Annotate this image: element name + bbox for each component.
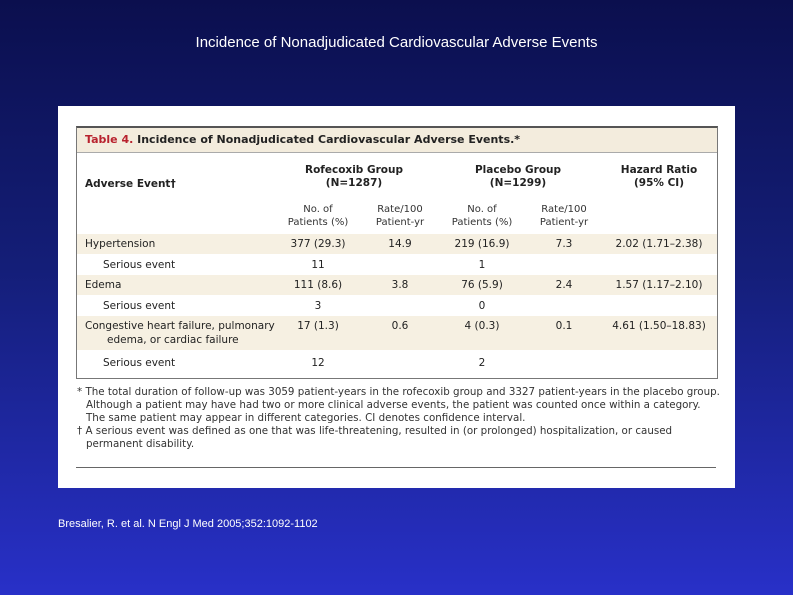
subheader-text: No. of	[467, 204, 497, 215]
cell-event: Edema	[85, 279, 122, 291]
cell-placebo-patients: 219 (16.9)	[454, 238, 510, 250]
footnote-mark: *	[77, 386, 83, 398]
cell-event: Serious event	[103, 299, 176, 312]
adverse-events-table	[76, 126, 718, 379]
cell-event-line1: Congestive heart failure, pulmonary	[85, 320, 275, 332]
cell-rofecoxib-rate: 3.8	[391, 279, 409, 291]
cell-rofecoxib-patients: 11	[311, 258, 325, 271]
table-image-panel	[58, 106, 735, 488]
header-hazard-ratio	[607, 164, 711, 190]
header-rofecoxib-label: Rofecoxib Group	[305, 164, 403, 176]
table-row-congestive-heart-failure	[77, 316, 717, 350]
table-row-serious-event	[77, 295, 717, 316]
cell-rofecoxib-patients: 12	[311, 357, 325, 369]
header-rofecoxib-group	[273, 164, 435, 190]
header-rofecoxib-n: (N=1287)	[325, 177, 383, 189]
subheader-text: Patients (%)	[451, 217, 513, 228]
footnote	[76, 425, 720, 451]
subheader-placebo-patients	[437, 203, 527, 229]
cell-placebo-rate: 7.3	[555, 238, 573, 250]
cell-event: Serious event	[103, 357, 176, 369]
citation: Bresalier, R. et al. N Engl J Med 2005;352:1092-1102	[58, 518, 318, 530]
subheader-rofecoxib-patients	[273, 203, 363, 229]
header-adverse-event: Adverse Event†	[85, 178, 176, 190]
cell-placebo-patients: 4 (0.3)	[464, 320, 500, 332]
subheader-rofecoxib-rate	[365, 203, 435, 229]
cell-event: Serious event	[103, 258, 176, 271]
footnote-text: The total duration of follow-up was 3059 patient-years in the rofecoxib group and 3327 patient-years in the placebo group. Although a patient may have had two or more clinical adverse events, the patient was counted once within a category. The same patient may appear in different categories. CI denotes confidence interval.	[85, 386, 720, 424]
table-caption	[77, 128, 717, 153]
cell-rofecoxib-rate: 0.6	[391, 320, 409, 332]
header-placebo-n: (N=1299)	[489, 177, 547, 189]
header-placebo-group	[437, 164, 599, 190]
footnote-mark: †	[77, 425, 83, 437]
subheader-text: Patient-yr	[375, 217, 425, 228]
header-hazard-label: Hazard Ratio	[620, 164, 698, 176]
cell-placebo-patients: 2	[478, 357, 486, 369]
table-row-serious-event	[77, 350, 717, 376]
footnote-text: A serious event was defined as one that was life-threatening, resulted in (or prolonged) hospitalization, or caused permanent disability.	[85, 425, 673, 450]
cell-rofecoxib-rate: 14.9	[388, 238, 412, 250]
cell-rofecoxib-patients: 111 (8.6)	[293, 279, 343, 291]
subheader-text: Patients (%)	[287, 217, 349, 228]
cell-hazard-ratio: 2.02 (1.71–2.38)	[615, 238, 703, 250]
slide-title: Incidence of Nonadjudicated Cardiovascular Adverse Events	[195, 34, 598, 51]
cell-placebo-rate: 0.1	[555, 320, 573, 332]
subheader-text: Rate/100	[377, 204, 423, 215]
cell-hazard-ratio: 4.61 (1.50–18.83)	[612, 320, 706, 332]
cell-event	[85, 316, 290, 350]
bottom-rule	[76, 467, 716, 468]
table-row-edema	[77, 275, 717, 295]
footnote	[76, 386, 720, 425]
cell-placebo-patients: 76 (5.9)	[461, 279, 503, 291]
cell-placebo-patients: 1	[478, 258, 486, 271]
table-row-hypertension	[77, 234, 717, 254]
subheader-text: Rate/100	[541, 204, 587, 215]
table-caption-text: Incidence of Nonadjudicated Cardiovascular Adverse Events.*	[137, 133, 521, 146]
subheader-text: Patient-yr	[539, 217, 589, 228]
cell-event-line2: edema, or cardiac failure	[107, 334, 239, 346]
subheader-text: No. of	[303, 204, 333, 215]
cell-event: Hypertension	[85, 238, 156, 250]
table-footnotes	[76, 386, 720, 451]
header-placebo-label: Placebo Group	[474, 164, 562, 176]
subheader-placebo-rate	[529, 203, 599, 229]
cell-rofecoxib-patients: 377 (29.3)	[290, 238, 346, 250]
table-row-serious-event	[77, 254, 717, 275]
cell-hazard-ratio: 1.57 (1.17–2.10)	[615, 279, 703, 291]
header-hazard-ci: (95% CI)	[634, 177, 684, 189]
cell-rofecoxib-patients: 17 (1.3)	[297, 320, 339, 332]
cell-placebo-patients: 0	[478, 299, 486, 312]
cell-placebo-rate: 2.4	[555, 279, 573, 291]
table-caption-label: Table 4.	[85, 133, 134, 146]
cell-rofecoxib-patients: 3	[314, 299, 322, 312]
